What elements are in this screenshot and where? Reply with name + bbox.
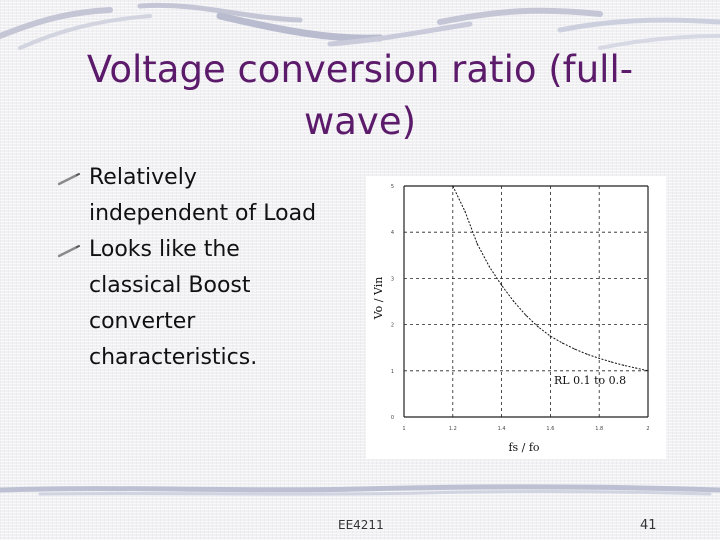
slide-title <box>40 44 680 148</box>
data-point <box>562 342 563 343</box>
y-tick-label: 3 <box>390 276 394 283</box>
data-point <box>623 365 624 366</box>
bullet-line: characteristics. <box>89 345 258 370</box>
bullet-item <box>58 232 358 376</box>
x-tick-label: 1.8 <box>595 426 604 432</box>
bullet-line: converter <box>89 309 196 334</box>
bullet-list <box>58 160 358 376</box>
data-point <box>599 358 600 359</box>
data-point <box>477 243 478 244</box>
decorative-swoosh-bottom <box>0 480 720 500</box>
x-tick-label: 1.2 <box>448 426 457 432</box>
data-point <box>611 361 612 362</box>
footer-course-code: EE4211 <box>338 518 384 532</box>
data-point <box>501 285 502 286</box>
data-point <box>635 367 636 368</box>
x-tick-label: 1.6 <box>546 426 555 432</box>
bullet-line: Looks like the <box>89 237 240 262</box>
title-line-2: wave) <box>303 100 417 143</box>
data-point <box>525 315 526 316</box>
x-tick-label: 1.4 <box>497 426 506 432</box>
chart-figure <box>366 176 666 459</box>
data-point <box>464 211 465 212</box>
data-point <box>513 301 514 302</box>
data-point <box>550 336 551 337</box>
data-point <box>647 370 648 371</box>
data-point <box>586 354 587 355</box>
y-tick-label: 5 <box>390 184 394 190</box>
bullet-line: classical Boost <box>89 273 251 298</box>
data-point <box>538 326 539 327</box>
x-tick-label: 2 <box>646 426 650 432</box>
y-tick-label: 1 <box>390 368 394 375</box>
bullet-item <box>58 160 358 232</box>
data-point <box>574 348 575 349</box>
stylus-stroke-icon <box>58 244 80 258</box>
bullet-line: independent of Load <box>89 201 317 226</box>
bullet-line: Relatively <box>89 165 197 190</box>
chart-annotation: RL 0.1 to 0.8 <box>554 374 627 387</box>
stylus-stroke-icon <box>58 172 80 186</box>
x-tick-label: 1 <box>402 426 406 432</box>
y-tick-label: 4 <box>390 230 394 237</box>
y-axis-label: Vo / Vin <box>372 276 385 320</box>
data-point <box>489 266 490 267</box>
conversion-ratio-chart <box>366 176 666 459</box>
y-tick-label: 2 <box>390 322 394 329</box>
title-line-1: Voltage conversion ratio (full- <box>86 48 634 91</box>
y-tick-label: 0 <box>390 415 394 421</box>
page-number: 41 <box>640 518 657 533</box>
x-axis-label: fs / fo <box>508 441 540 454</box>
data-point <box>452 185 453 186</box>
